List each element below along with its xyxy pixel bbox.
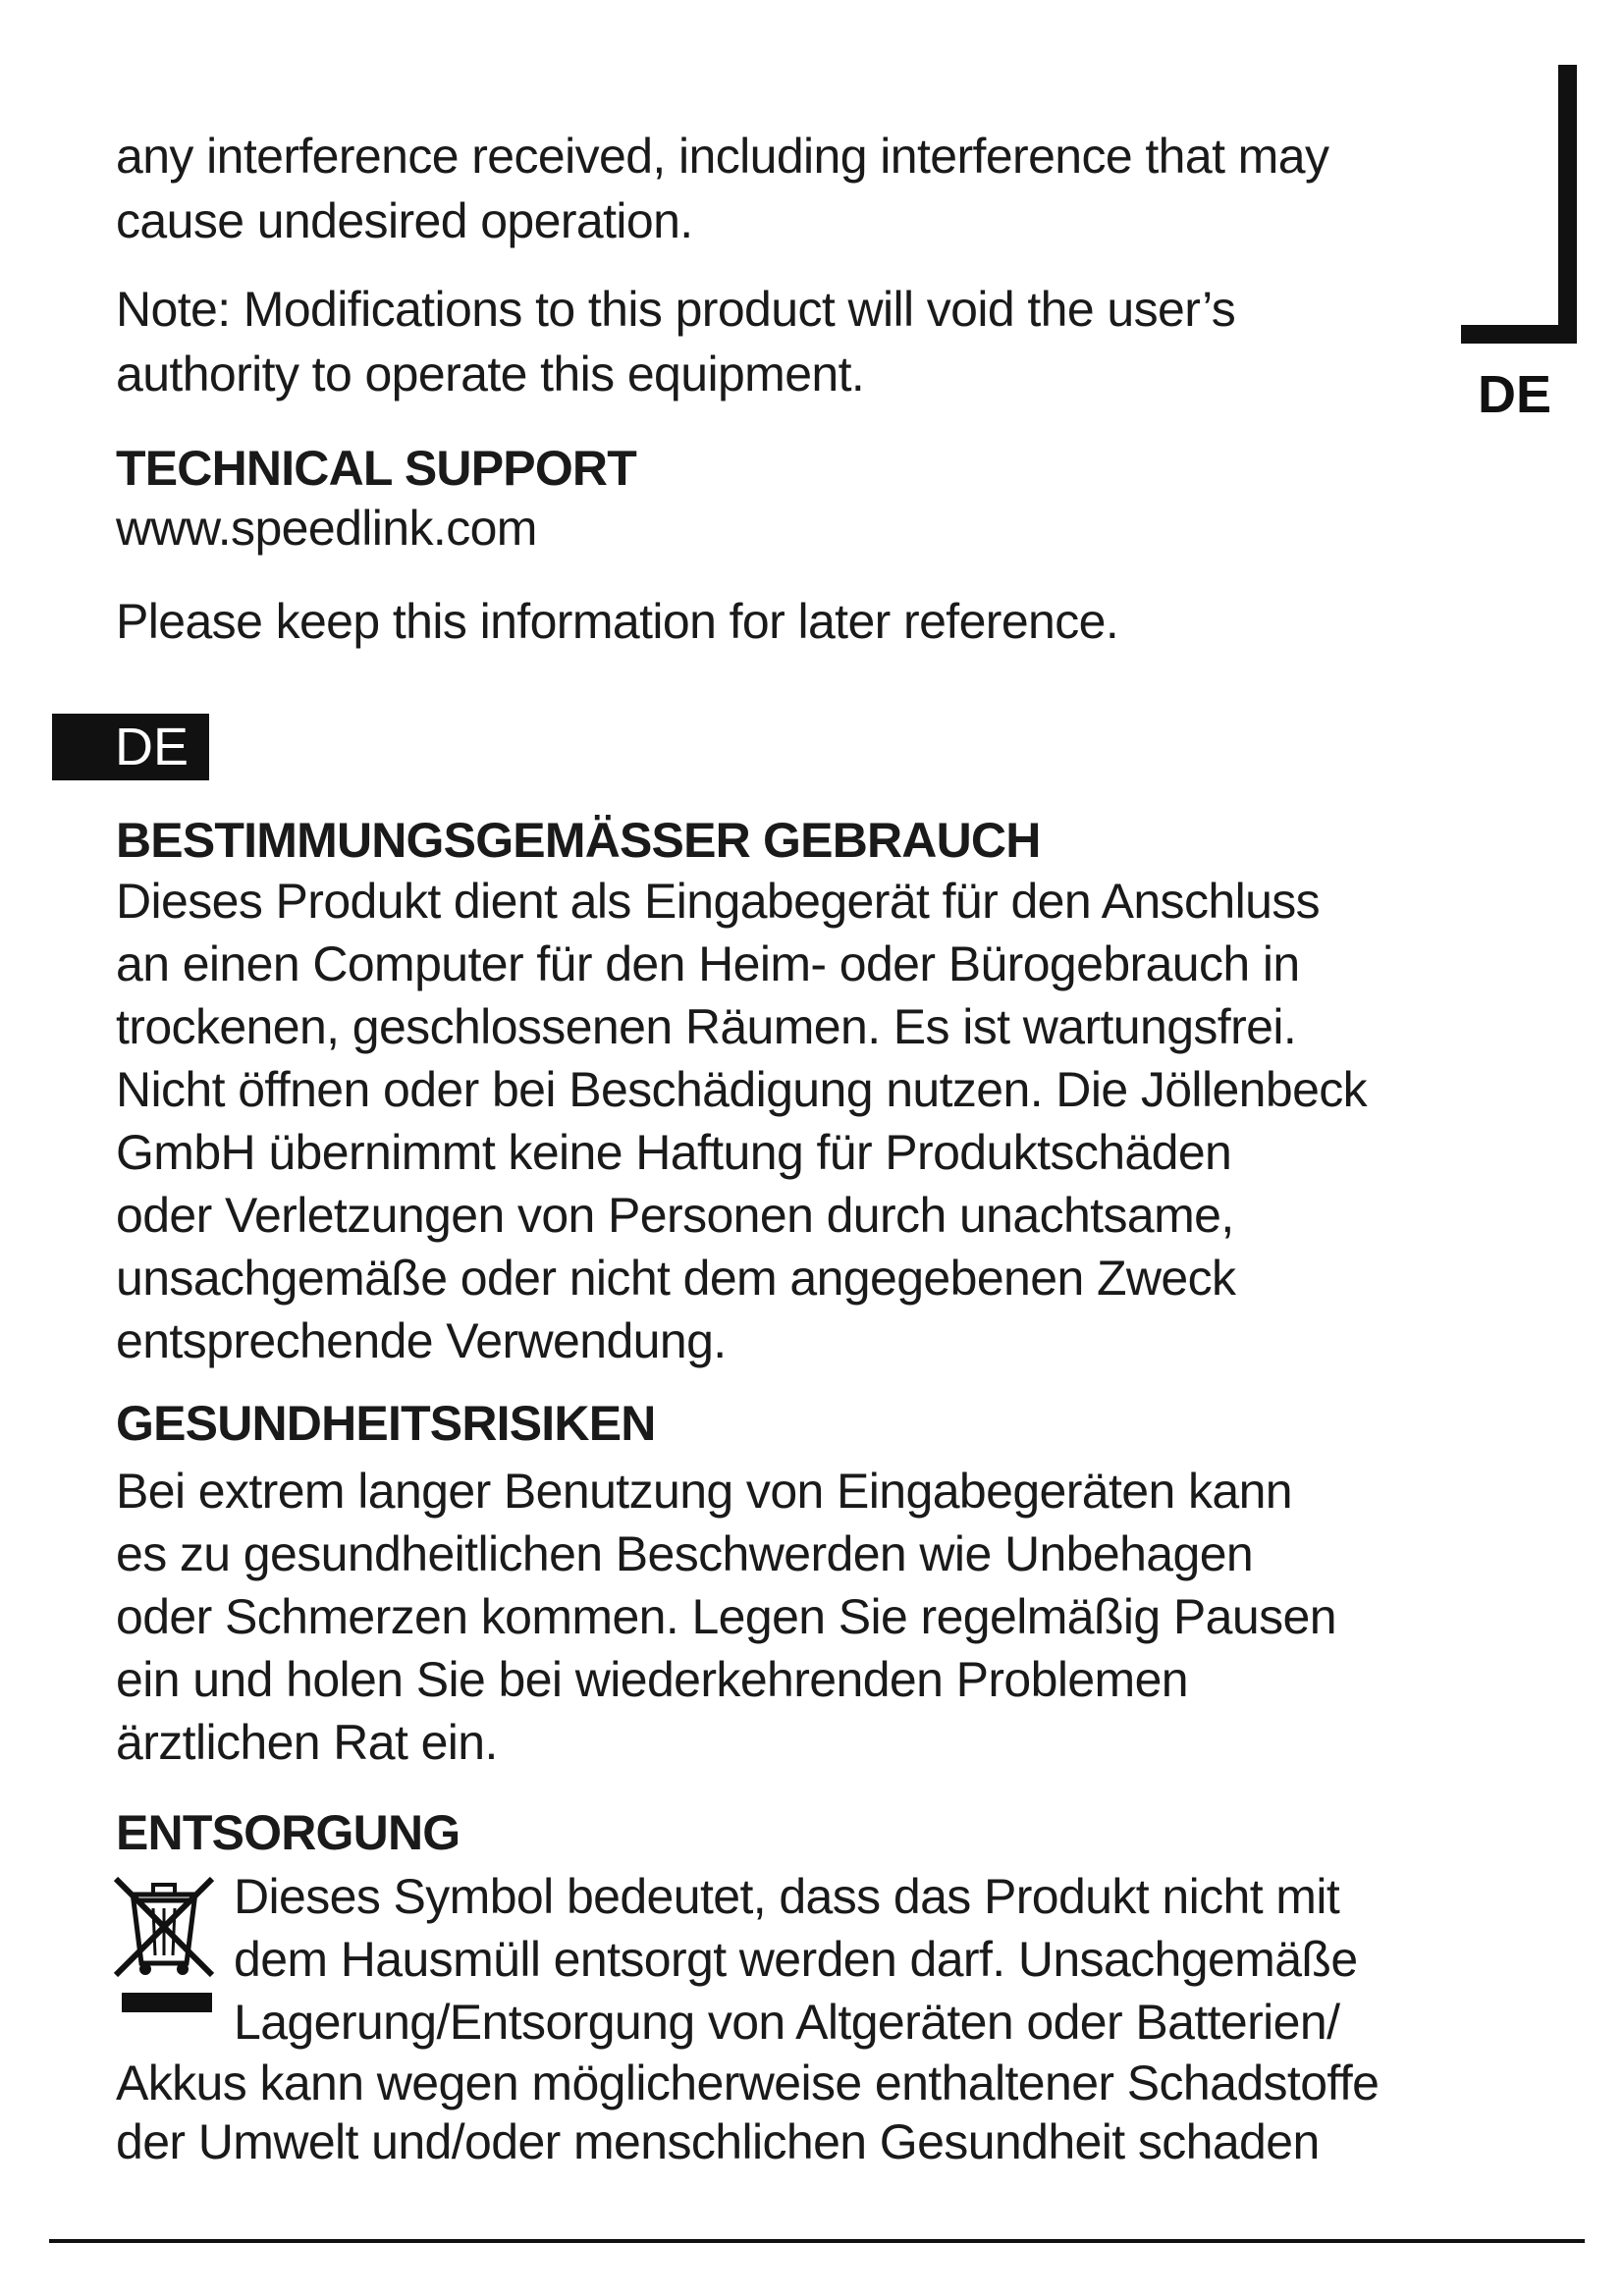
disposal-body xyxy=(116,2054,1379,2171)
disposal-body-indented xyxy=(234,1865,1358,2054)
modification-note xyxy=(116,277,1235,406)
body-line: unsachgemäße oder nicht dem angegebenen Zweck xyxy=(116,1251,1236,1306)
body-line: ein und holen Sie bei wiederkehrenden Problemen xyxy=(116,1652,1189,1707)
note-line: authority to operate this equipment. xyxy=(116,347,865,401)
body-line: Bei extrem langer Benutzung von Eingabegeräten kann xyxy=(116,1464,1293,1519)
fcc-text xyxy=(116,124,1328,253)
corner-language-label: DE xyxy=(1478,365,1552,424)
corner-mark-horizontal xyxy=(1461,325,1577,344)
body-line: ärztlichen Rat ein. xyxy=(116,1715,498,1770)
body-line: Dieses Symbol bedeutet, dass das Produkt nicht mit xyxy=(234,1869,1340,1924)
health-risks-body xyxy=(116,1460,1336,1774)
fcc-line: cause undesired operation. xyxy=(116,193,693,248)
body-line: an einen Computer für den Heim- oder Bürogebrauch in xyxy=(116,936,1300,991)
keep-info-text: Please keep this information for later reference. xyxy=(116,594,1119,649)
language-badge: DE xyxy=(52,714,209,780)
body-line: entsprechende Verwendung. xyxy=(116,1313,727,1368)
technical-support-heading: TECHNICAL SUPPORT xyxy=(116,441,636,496)
health-risks-heading: GESUNDHEITSRISIKEN xyxy=(116,1396,656,1451)
body-line: Dieses Produkt dient als Eingabegerät für den Anschluss xyxy=(116,874,1321,929)
body-line: oder Schmerzen kommen. Legen Sie regelmäßig Pausen xyxy=(116,1589,1336,1644)
body-line: dem Hausmüll entsorgt werden darf. Unsachgemäße xyxy=(234,1932,1358,1987)
body-line: der Umwelt und/oder menschlichen Gesundheit schaden xyxy=(116,2114,1320,2169)
intended-use-heading: BESTIMMUNGSGEMÄSSER GEBRAUCH xyxy=(116,813,1041,868)
body-line: GmbH übernimmt keine Haftung für Produktschäden xyxy=(116,1125,1232,1180)
intended-use-body xyxy=(116,870,1367,1372)
fcc-line: any interference received, including interference that may xyxy=(116,129,1329,184)
corner-mark-vertical xyxy=(1558,65,1577,344)
note-line: Note: Modifications to this product will void the user’s xyxy=(116,282,1236,337)
disposal-heading: ENTSORGUNG xyxy=(116,1805,460,1860)
body-line: Nicht öffnen oder bei Beschädigung nutzen. Die Jöllenbeck xyxy=(116,1062,1368,1117)
footer-rule xyxy=(49,2239,1585,2243)
support-url: www.speedlink.com xyxy=(116,501,537,556)
body-line: oder Verletzungen von Personen durch unachtsame, xyxy=(116,1188,1234,1243)
body-line: trockenen, geschlossenen Räumen. Es ist wartungsfrei. xyxy=(116,999,1297,1054)
body-line: Akkus kann wegen möglicherweise enthaltener Schadstoffe xyxy=(116,2056,1380,2110)
body-line: Lagerung/Entsorgung von Altgeräten oder Batterien/ xyxy=(234,1995,1340,2050)
crossed-out-wheelie-bin-icon xyxy=(110,1873,220,2020)
body-line: es zu gesundheitlichen Beschwerden wie Unbehagen xyxy=(116,1526,1254,1581)
